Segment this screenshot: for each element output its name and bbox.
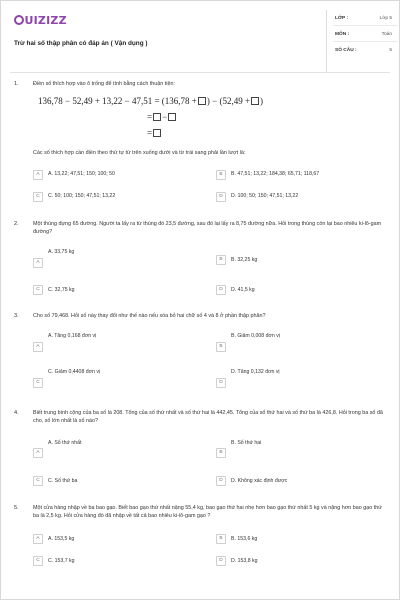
question-1-text: Điền số thích hợp vào ô trống để tính bằng cách thuận tiện: bbox=[33, 81, 175, 87]
question-1-option-b[interactable]: B B. 47,51; 13,22; 184,38; 65,71; 118,67 bbox=[216, 170, 386, 184]
question-4-option-c[interactable]: C C. Số thứ ba bbox=[33, 476, 203, 490]
question-1-option-d[interactable]: D D. 100; 50; 150; 47,51; 13,22 bbox=[216, 192, 386, 206]
question-5-text: Một cửa hàng nhập về ba bao gạo. Biết bao gạo thứ nhất nặng 55,4 kg, bao gạo thứ hai nhẹ hơn bao gạo thứ nhất 5 kg và nặng hơn bao gạo thứ ba là 2,5 kg. Hỏi cửa hàng đó đã nhập về tất cả bao nhiêu ki-lô-gam gạo ? bbox=[33, 505, 382, 519]
meta-row-count: SỐ CÂU : 5 bbox=[335, 48, 392, 53]
question-5-option-d[interactable]: D D. 153,8 kg bbox=[216, 556, 386, 570]
blank-box[interactable] bbox=[153, 113, 161, 121]
question-3-option-c[interactable]: C. Giảm 0,4408 đơn vị C bbox=[33, 369, 203, 391]
question-3-option-d[interactable]: D. Tăng 0,132 đơn vị D bbox=[216, 369, 386, 391]
worksheet-title: Trừ hai số thập phân có đáp án ( Vận dụng ) bbox=[14, 40, 148, 47]
question-2-option-b[interactable]: B B. 32,25 kg bbox=[216, 255, 386, 269]
quizizz-logo: UIZIZZ bbox=[14, 14, 67, 27]
question-2-option-a[interactable]: A A. 33,75 kg bbox=[33, 249, 203, 269]
question-5-number: 5. bbox=[14, 505, 19, 511]
logo-q-icon bbox=[14, 15, 24, 25]
question-1-option-c[interactable]: C C. 50; 100; 150; 47,51; 13,22 bbox=[33, 192, 203, 206]
question-4-option-b[interactable]: B. Số thứ hai B bbox=[216, 440, 386, 462]
blank-box[interactable] bbox=[251, 97, 259, 105]
question-4-option-d[interactable]: D D. Không xác định được bbox=[216, 476, 386, 490]
question-4-number: 4. bbox=[14, 410, 19, 416]
question-4-option-a[interactable]: A. Số thứ nhất A bbox=[33, 440, 203, 462]
question-3-option-b[interactable]: B. Giảm 0,008 đơn vị B bbox=[216, 333, 386, 355]
question-4-text: Biết trung bình cộng của ba số là 208. Tổng của số thứ nhất và số thứ hai là 442,45. Tổng của số thứ hai và số thứ ba là 426,8. Hỏi trong ba số đã cho, số lớn nhất là số nào? bbox=[33, 410, 383, 424]
meta-row-grade: LỚP : Lớp 5 bbox=[333, 13, 398, 26]
meta-panel bbox=[326, 10, 398, 72]
meta-row-subject: MÔN : Toán bbox=[333, 29, 398, 42]
question-5-option-a[interactable]: A A. 153,5 kg bbox=[33, 534, 203, 548]
question-2-option-d[interactable]: D D. 41,5 kg bbox=[216, 285, 386, 299]
question-1-number: 1. bbox=[14, 81, 19, 87]
question-5-option-c[interactable]: C C. 153,7 kg bbox=[33, 556, 203, 570]
question-3-option-a[interactable]: A. Tăng 0,168 đơn vị A bbox=[33, 333, 203, 355]
blank-box[interactable] bbox=[168, 113, 176, 121]
worksheet-header bbox=[14, 10, 392, 74]
question-2-number: 2. bbox=[14, 221, 19, 227]
question-2-text: Một thùng đựng 65 đường. Người ta lấy ra từ thùng đó 23,5 đường, sau đó lại lấy ra 8,75 đường nữa. Hỏi trong thùng còn lại bao nhiêu ki-lô-gam đường? bbox=[33, 221, 382, 235]
question-3-number: 3. bbox=[14, 313, 19, 319]
question-1-subtext: Các số thích hợp cần điền theo thứ tự từ trên xuống dưới và từ trái sang phải lần lượt là: bbox=[33, 150, 246, 156]
header-divider bbox=[10, 72, 390, 73]
question-2-option-c[interactable]: C C. 32,75 kg bbox=[33, 285, 203, 299]
question-1-option-a[interactable]: A A. 13,22; 47,51; 150; 100; 50 bbox=[33, 170, 203, 184]
question-5-option-b[interactable]: B B. 153,6 kg bbox=[216, 534, 386, 548]
blank-box[interactable] bbox=[153, 129, 161, 137]
blank-box[interactable] bbox=[198, 97, 206, 105]
question-3-text: Cho số 79,468. Hỏi số này thay đổi như thế nào nếu xóa bỏ hai chữ số 4 và 8 ở phần thập phân? bbox=[33, 313, 266, 319]
